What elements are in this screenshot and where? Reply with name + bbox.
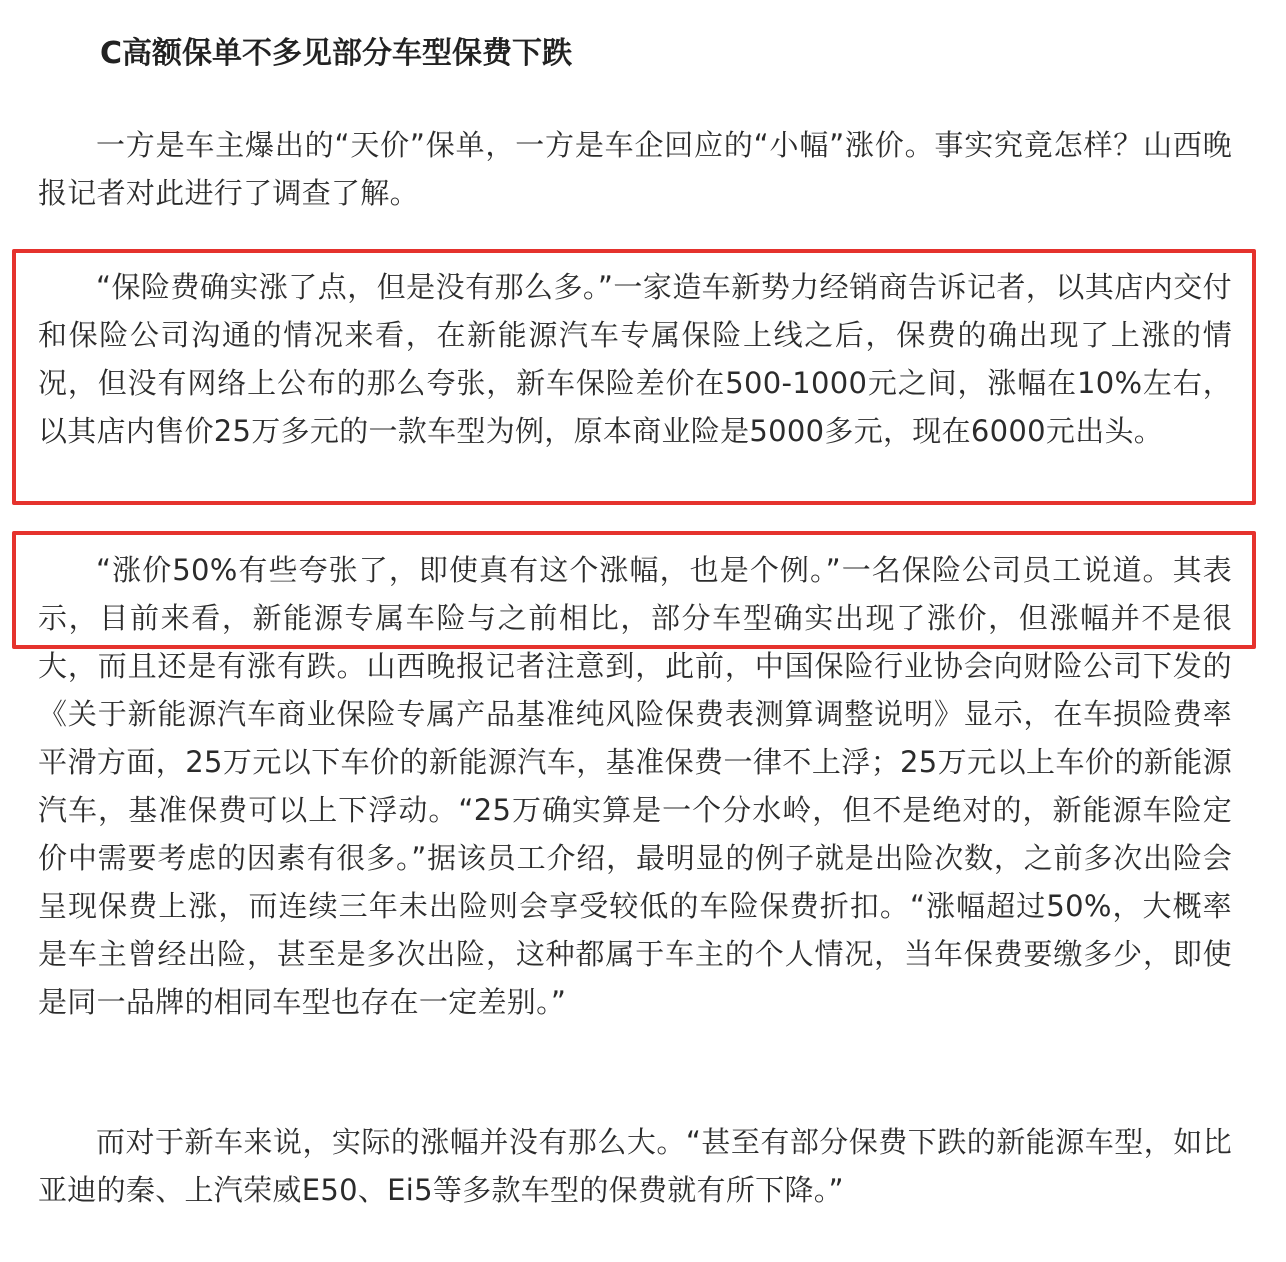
paragraph-insurer-quote: “涨价50%有些夸张了，即使真有这个涨幅，也是个例。”一名保险公司员工说道。其表示，目前来看，新能源专属车险与之前相比，部分车型确实出现了涨价，但涨幅并不是很大，而且还是有涨有跌。山西晚报记者注意到，此前，中国保险行业协会向财险公司下发的《关于新能源汽车商业保险专属产品基准纯风险保费表测算调整说明》显示，在车损险费率平滑方面，25万元以下车价的新能源汽车，基准保费一律不上浮；25万元以上车价的新能源汽车，基准保费可以上下浮动。“25万确实算是一个分水岭，但不是绝对的，新能源车险定价中需要考虑的因素有很多。”据该员工介绍，最明显的例子就是出险次数，之前多次出险会呈现保费上涨，而连续三年未出险则会享受较低的车险保费折扣。“涨幅超过50%，大概率是车主曾经出险，甚至是多次出险，这种都属于车主的个人情况，当年保费要缴多少，即使是同一品牌的相同车型也存在一定差别。”: [38, 553, 1232, 1019]
section-heading: C高额保单不多见部分车型保费下跌: [100, 36, 573, 71]
paragraph-intro: 一方是车主爆出的“天价”保单，一方是车企回应的“小幅”涨价。事实究竟怎样？山西晚报记者对此进行了调查了解。: [38, 128, 1232, 210]
paragraph-new-car: 而对于新车来说，实际的涨幅并没有那么大。“甚至有部分保费下跌的新能源车型，如比亚迪的秦、上汽荣威E50、Ei5等多款车型的保费就有所下降。”: [38, 1125, 1232, 1207]
paragraph-dealer-quote: “保险费确实涨了点，但是没有那么多。”一家造车新势力经销商告诉记者，以其店内交付和保险公司沟通的情况来看，在新能源汽车专属保险上线之后，保费的确出现了上涨的情况，但没有网络上公布的那么夸张，新车保险差价在500-1000元之间，涨幅在10%左右，以其店内售价25万多元的一款车型为例，原本商业险是5000多元，现在6000元出头。: [38, 270, 1232, 448]
